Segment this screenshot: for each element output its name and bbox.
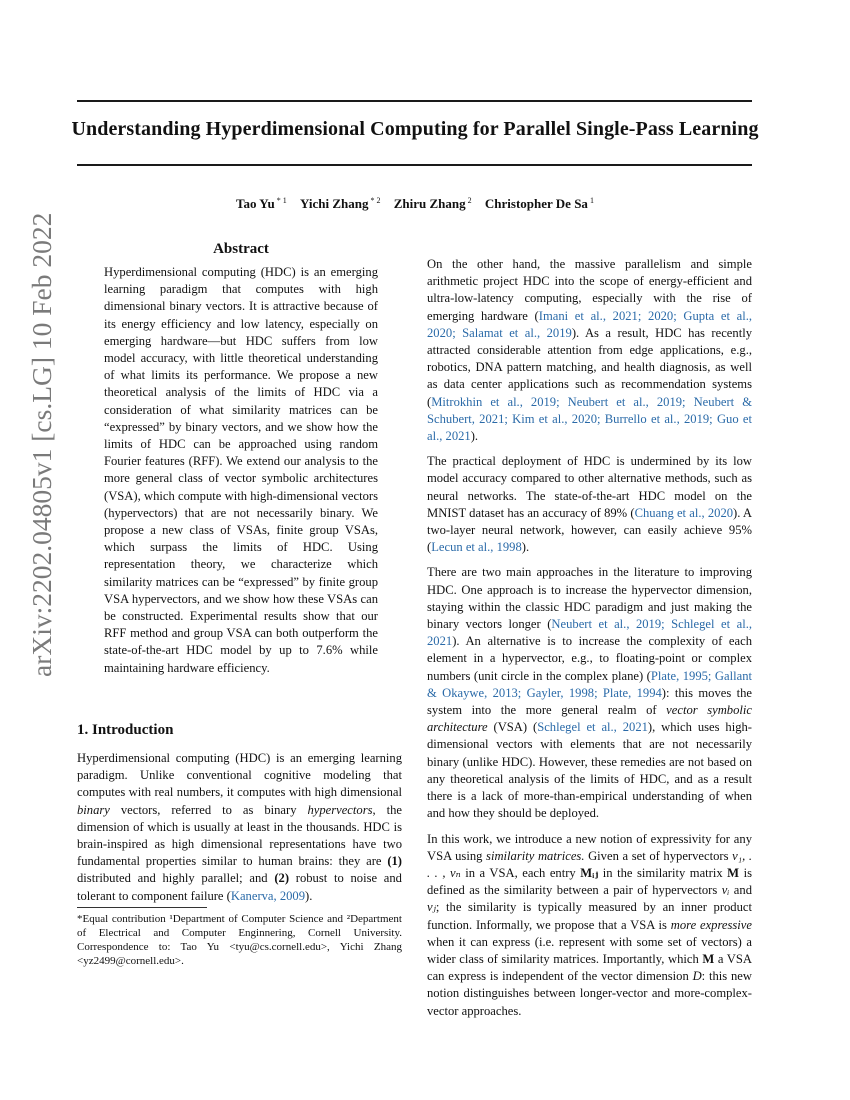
paragraph: In this work, we introduce a new notion of expressivity for any VSA using similarity matrices. Given a set of hypervectors v₁, . . . , vₙ in a VSA, each entry Mᵢⱼ in the similarity matrix M is defined as the similarity between a pair of hypervectors vᵢ and vⱼ; the similarity is typically measured by an inner product function. Informally, we propose that a VSA is more expressive when it can express (i.e. represent with some set of vectors) a wider class of similarity matrices. Importantly, which M a VSA can express is independent of the vector dimension D: this new notion distinguishes between longer-vector and more-complex-vector approaches. [427,831,753,1018]
paper-title: Understanding Hyperdimensional Computing for Parallel Single-Pass Learning [71,118,759,140]
author: Yichi Zhang $^{* 2}$ [299,196,381,212]
citation-link[interactable]: Lecun et al., 1998 [431,540,522,555]
title-rule [77,164,752,166]
abstract-heading: Abstract [213,241,269,257]
paragraph: On the other hand, the massive parallelism and simple arithmetic project HDC into the scope of energy-efficient and ultra-low-latency computing, especially with the rise of emerging hardware (Imani et al., 2021; 2020; Gupta et al., 2020; Salamat et al., 2019). As a result, HDC has recently attracted considerable attention from edge applications, e.g., robotics, DNA pattern matching, and health diagnosis, as well as data center applications such as recommendation systems (Mitrokhin et al., 2019; Neubert et al., 2019; Neubert & Schubert, 2021; Kim et al., 2020; Burrello et al., 2019; Guo et al., 2021). [427,257,753,444]
intro-paragraph: Hyperdimensional computing (HDC) is an emerging learning paradigm. Unlike conventional cognitive modeling that computes with real numbers, it computes with high dimensional binary vectors, referred to as binary hypervectors, the dimension of which is usually at least in the thousands. HDC is brain-inspired as high dimensional representations have two fundamental properties similar to human brains: they are (1) distributed and highly parallel; and (2) robust to noise and tolerant to component failure (Kanerva, 2009). [77,751,402,903]
citation-link[interactable]: Chuang et al., 2020 [634,505,734,520]
abstract-text: Hyperdimensional computing (HDC) is an emerging learning paradigm that computes with high dimensional binary vectors. It is attractive because of its energy efficiency and low latency, especially on emerging hardware—but HDC suffers from low model accuracy, with little theoretical understanding of what limits its performance. We propose a new theoretical analysis of the limits of HDC via a consideration of what similarity matrices can be “expressed” by binary vectors, and we show how the limits of HDC can be approached using random Fourier features (RFF). We extend our analysis to the more general class of vector symbolic architectures (VSA), which compute with high-dimensional vectors (hypervectors) that are not necessarily binary. We propose a new class of VSAs, finite group VSAs, which surpass the limits of HDC. Using representation theory, we characterize which similarity matrices can be “expressed” by finite group VSA hypervectors, and we show how these VSAs can be constructed. Experimental results show that our RFF method and group VSA can both outperform the state-of-the-art HDC model by up to 7.6% while maintaining hardware efficiency. [104,265,378,675]
author: Tao Yu $^{* 1}$ [236,196,287,212]
citation-link[interactable]: Mitrokhin et al., 2019; Neubert et al., 2019; Neubert & Schubert, 2021; Kim et al., 2020; Burrello et al., 2019; Guo et al., 2021 [427,394,752,444]
author: Zhiru Zhang $^2$ [393,196,472,212]
citation-link[interactable]: Imani et al., 2021; 2020; Gupta et al., 2020; Salamat et al., 2019 [427,308,753,340]
citation-link[interactable]: Plate, 1995; Gallant & Okaywe, 2013; Gayler, 1998; Plate, 1994 [427,668,752,700]
author: Christopher De Sa $^1$ [484,196,594,212]
footnote: *Equal contribution ¹Department of Computer Science and ²Department of Electrical and Computer Enginnering, Cornell University. Correspondence to: Tao Yu <tyu@cs.cornell.edu>, Yichi Zhang <yz2499@cornell.edu>. [77,913,402,967]
right-column [427,256,752,1028]
top-rule [77,100,752,102]
paragraph: The practical deployment of HDC is undermined by its low model accuracy compared to other alternative methods, such as neural networks. The state-of-the-art HDC model on the MNIST dataset has an accuracy of 89% (Chuang et al., 2020). A two-layer neural network, however, can easily achieve 95% (Lecun et al., 1998). [427,454,752,555]
section-heading-introduction: 1. Introduction [77,722,174,738]
footnote-rule [77,907,207,908]
paragraph: There are two main approaches in the literature to improving HDC. One approach is to increase the hypervector dimension, staying within the classic HDC paradigm and just making the binary vectors longer (Neubert et al., 2019; Schlegel et al., 2021). An alternative is to increase the complexity of each element in a hypervector, e.g., to floating-point or complex numbers (unit circle in the complex plane) (Plate, 1995; Gallant & Okaywe, 2013; Gayler, 1998; Plate, 1994): this moves the system into the more general realm of vector symbolic architecture (VSA) (Schlegel et al., 2021), which uses high-dimensional vectors with elements that are not necessarily binary (unlike HDC). However, these remedies are not based on any theoretical analysis of the limits of HDC, and as a result there is a lack of more-than-empirical understanding of when and how they should be deployed. [427,565,752,821]
citation-link[interactable]: Kanerva, 2009 [230,888,306,903]
author-list [60,196,770,212]
citation-link[interactable]: Schlegel et al., 2021 [537,720,648,735]
citation-link[interactable]: Neubert et al., 2019; Schlegel et al., 2021 [427,617,752,649]
arxiv-stamp: arXiv:2202.04805v1 [cs.LG] 10 Feb 2022 [26,212,57,677]
